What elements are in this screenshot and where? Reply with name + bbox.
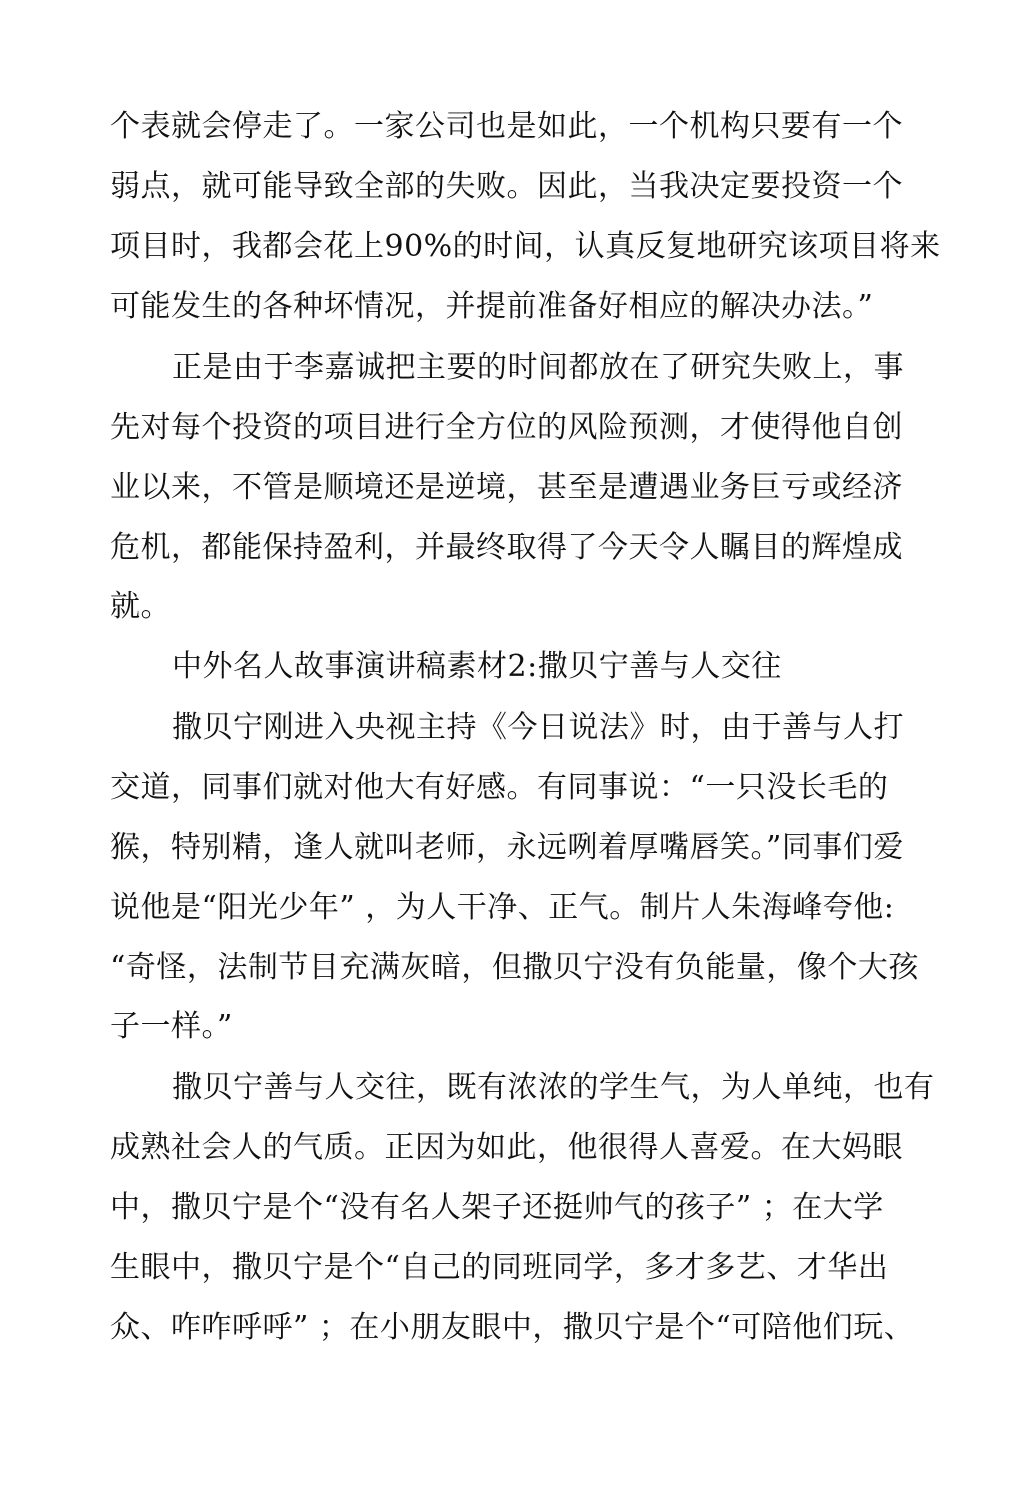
text-line: 成熟社会人的气质。正因为如此，他很得人喜爱。在大妈眼 [110, 1130, 903, 1165]
text-line: 就。 [110, 589, 171, 624]
text-line: 交道，同事们就对他大有好感。有同事说：“一只没长毛的 [110, 770, 889, 805]
text-line: 说他是“阳光少年” ，为人干净、正气。制片人朱海峰夸他: [110, 890, 895, 925]
text-line: 危机，都能保持盈利，并最终取得了今天令人瞩目的辉煌成 [110, 530, 903, 565]
text-line: 猴，特别精，逢人就叫老师，永远咧着厚嘴唇笑。”同事们爱 [110, 830, 904, 865]
text-line: 子一样。” [110, 1009, 233, 1044]
text-line: 生眼中，撒贝宁是个“自己的同班同学，多才多艺、才华出 [110, 1250, 889, 1285]
text-line: 中，撒贝宁是个“没有名人架子还挺帅气的孩子” ；在大学 [110, 1190, 884, 1225]
text-line: 业以来，不管是顺境还是逆境，甚至是遭遇业务巨亏或经济 [110, 470, 903, 505]
text-line: 个表就会停走了。一家公司也是如此，一个机构只要有一个 [110, 109, 903, 144]
text-line: 先对每个投资的项目进行全方位的风险预测，才使得他自创 [110, 410, 903, 445]
section-heading: 中外名人故事演讲稿素材2:撒贝宁善与人交往 [172, 649, 782, 684]
text-line: 撒贝宁刚进入央视主持《今日说法》时，由于善与人打 [172, 710, 904, 745]
text-line: “奇怪，法制节目充满灰暗，但撒贝宁没有负能量，像个大孩 [110, 950, 919, 985]
text-line: 项目时，我都会花上90%的时间，认真反复地研究该项目将来 [110, 229, 941, 264]
text-line: 正是由于李嘉诚把主要的时间都放在了研究失败上，事 [172, 350, 904, 385]
text-line: 可能发生的各种坏情况，并提前准备好相应的解决办法。” [110, 289, 874, 324]
text-line: 众、咋咋呼呼” ；在小朋友眼中，撒贝宁是个“可陪他们玩、 [110, 1310, 915, 1345]
text-line: 弱点，就可能导致全部的失败。因此，当我决定要投资一个 [110, 169, 903, 204]
text-line: 撒贝宁善与人交往，既有浓浓的学生气，为人单纯，也有 [172, 1070, 935, 1105]
